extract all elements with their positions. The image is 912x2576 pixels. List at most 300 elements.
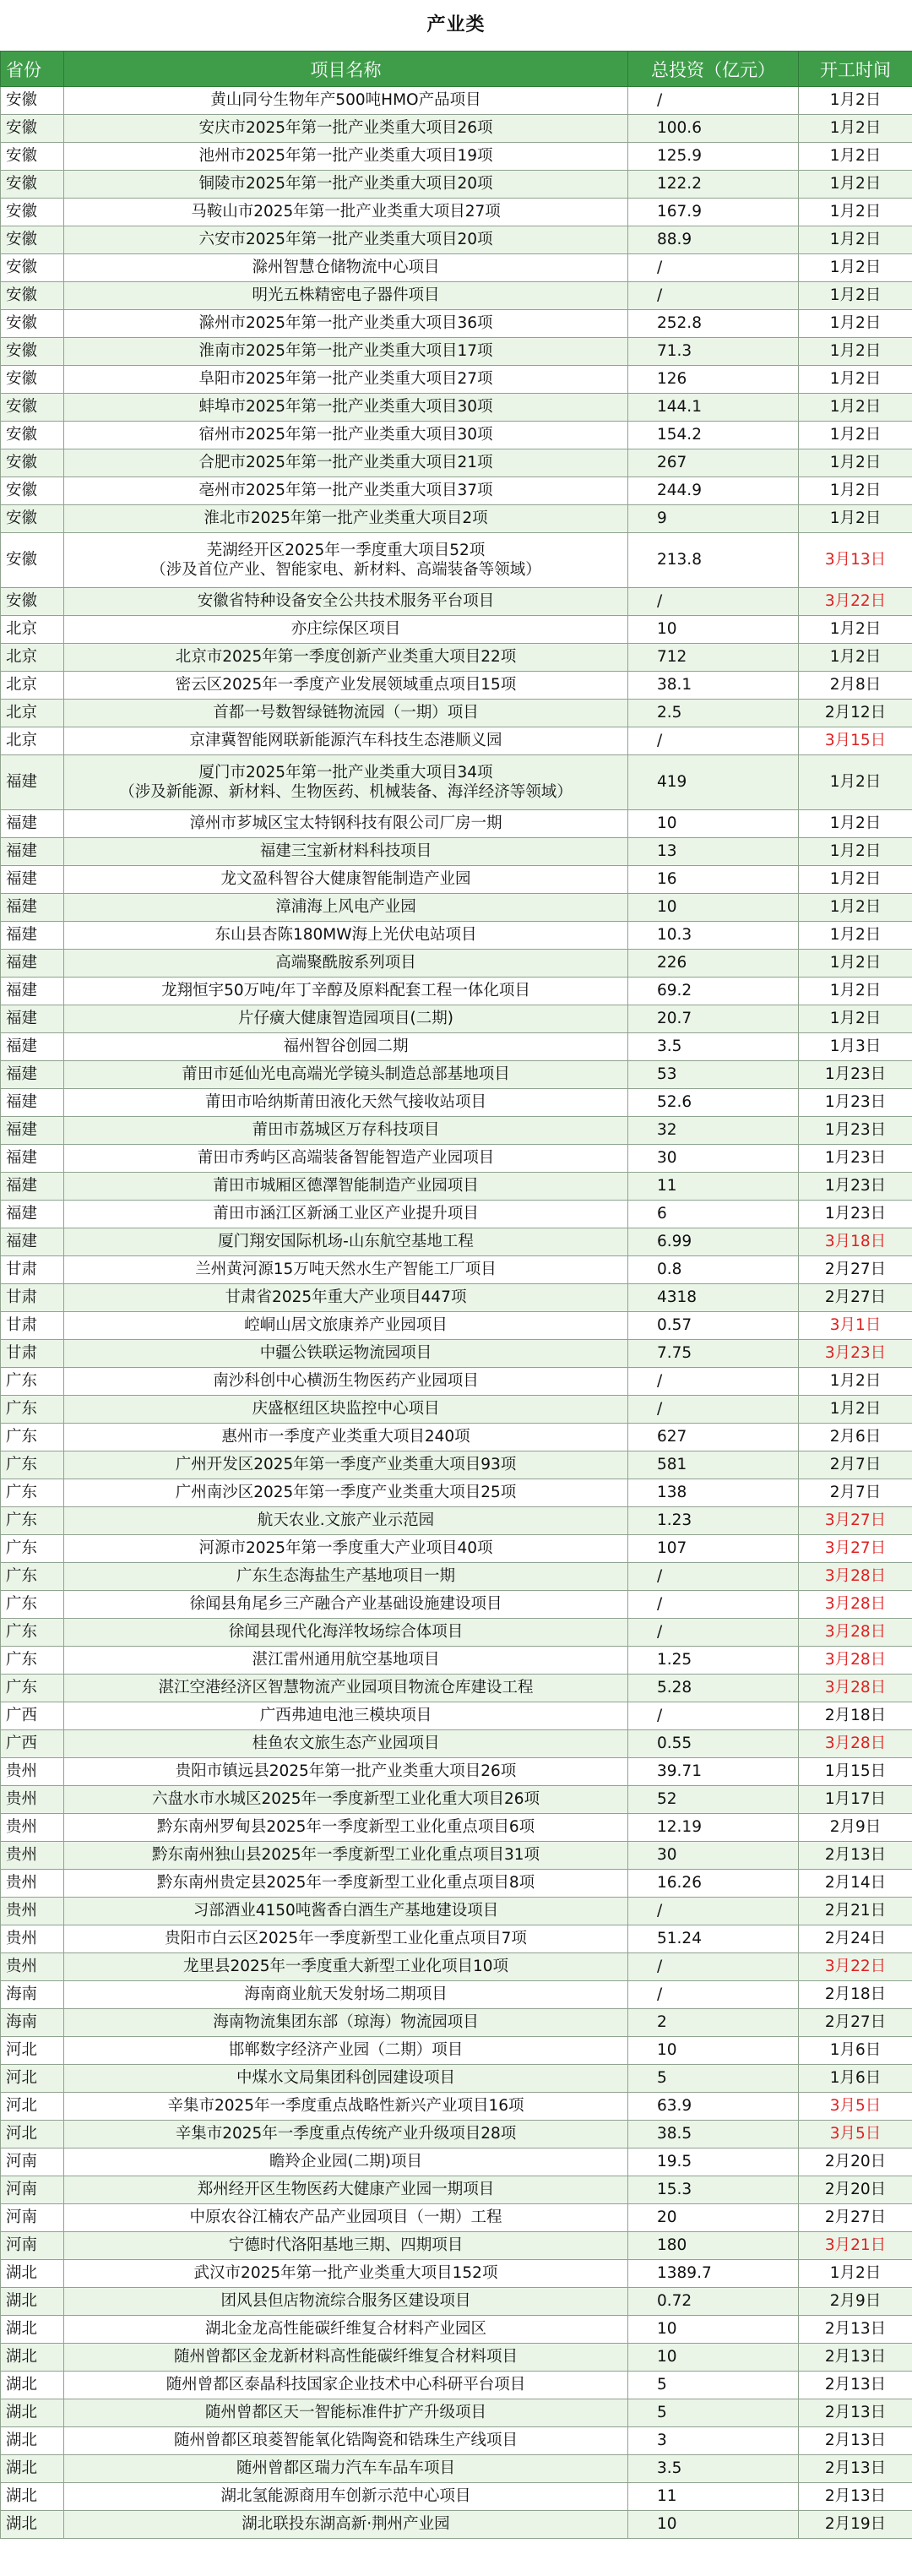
cell-investment: 180 xyxy=(628,2232,799,2260)
table-row xyxy=(1,894,912,922)
cell-project-name: 安庆市2025年第一批产业类重大项目26项 xyxy=(64,115,628,143)
cell-investment: 6.99 xyxy=(628,1228,799,1256)
cell-start-date: 3月27日 xyxy=(799,1507,912,1535)
cell-investment: 9 xyxy=(628,505,799,533)
table-row xyxy=(1,254,912,282)
cell-province: 甘肃 xyxy=(1,1312,64,1340)
cell-start-date: 1月2日 xyxy=(799,894,912,922)
cell-project-name: 北京市2025年第一季度创新产业类重大项目22项 xyxy=(64,644,628,672)
cell-province: 河南 xyxy=(1,2176,64,2204)
cell-investment: 6 xyxy=(628,1201,799,1228)
table-row xyxy=(1,2511,912,2539)
cell-province: 湖北 xyxy=(1,2316,64,2344)
cell-province: 北京 xyxy=(1,700,64,727)
page-title: 产业类 xyxy=(426,14,486,35)
table-row xyxy=(1,588,912,616)
cell-start-date: 3月28日 xyxy=(799,1591,912,1619)
table-row xyxy=(1,2009,912,2037)
cell-province: 安徽 xyxy=(1,477,64,505)
cell-investment: / xyxy=(628,1368,799,1396)
cell-investment: / xyxy=(628,87,799,115)
cell-start-date: 2月27日 xyxy=(799,2204,912,2232)
cell-start-date: 3月28日 xyxy=(799,1730,912,1758)
cell-investment: / xyxy=(628,282,799,310)
cell-start-date: 2月8日 xyxy=(799,672,912,700)
cell-province: 贵州 xyxy=(1,1870,64,1898)
cell-investment: 53 xyxy=(628,1061,799,1089)
cell-province: 福建 xyxy=(1,755,64,810)
cell-start-date: 1月23日 xyxy=(799,1201,912,1228)
table-row xyxy=(1,1870,912,1898)
cell-start-date: 1月15日 xyxy=(799,1758,912,1786)
cell-start-date: 1月23日 xyxy=(799,1173,912,1201)
table-row xyxy=(1,1089,912,1117)
table-row xyxy=(1,2427,912,2455)
cell-investment: 5 xyxy=(628,2372,799,2399)
table-row xyxy=(1,2344,912,2372)
cell-project-name: 辛集市2025年一季度重点传统产业升级项目28项 xyxy=(64,2121,628,2148)
table-row xyxy=(1,1563,912,1591)
cell-project-name: 湖北金龙高性能碳纤维复合材料产业园区 xyxy=(64,2316,628,2344)
cell-start-date: 2月13日 xyxy=(799,2483,912,2511)
table-body xyxy=(1,87,912,2539)
cell-project-name: 龙里县2025年一季度重大新型工业化项目10项 xyxy=(64,1953,628,1981)
cell-start-date: 1月2日 xyxy=(799,199,912,226)
cell-start-date: 1月2日 xyxy=(799,810,912,838)
table-row xyxy=(1,171,912,199)
cell-project-name: 莆田市秀屿区高端装备智能智造产业园项目 xyxy=(64,1145,628,1173)
table-row xyxy=(1,1814,912,1842)
cell-investment: 244.9 xyxy=(628,477,799,505)
cell-start-date: 1月2日 xyxy=(799,2260,912,2288)
cell-start-date: 1月23日 xyxy=(799,1117,912,1145)
cell-investment: 0.8 xyxy=(628,1256,799,1284)
cell-investment: 10 xyxy=(628,2316,799,2344)
cell-investment: 419 xyxy=(628,755,799,810)
header-province: 省份 xyxy=(1,52,64,87)
cell-province: 河北 xyxy=(1,2121,64,2148)
cell-project-name: 安徽省特种设备安全公共技术服务平台项目 xyxy=(64,588,628,616)
cell-start-date: 2月9日 xyxy=(799,2288,912,2316)
table-row xyxy=(1,2176,912,2204)
cell-start-date: 2月6日 xyxy=(799,1424,912,1451)
table-row xyxy=(1,199,912,226)
cell-province: 北京 xyxy=(1,644,64,672)
table-header-row xyxy=(1,52,912,87)
cell-province: 海南 xyxy=(1,1981,64,2009)
cell-start-date: 2月7日 xyxy=(799,1451,912,1479)
cell-start-date: 1月2日 xyxy=(799,1005,912,1033)
cell-project-name: 黄山同兮生物年产500吨HMO产品项目 xyxy=(64,87,628,115)
cell-start-date: 3月28日 xyxy=(799,1619,912,1647)
table-row xyxy=(1,1758,912,1786)
cell-project-name: 惠州市一季度产业类重大项目240项 xyxy=(64,1424,628,1451)
cell-start-date: 1月2日 xyxy=(799,171,912,199)
cell-investment: 581 xyxy=(628,1451,799,1479)
table-row xyxy=(1,1201,912,1228)
cell-project-name: 宁德时代洛阳基地三期、四期项目 xyxy=(64,2232,628,2260)
cell-start-date: 1月2日 xyxy=(799,505,912,533)
table-row xyxy=(1,1730,912,1758)
cell-start-date: 2月13日 xyxy=(799,2399,912,2427)
cell-investment: 30 xyxy=(628,1842,799,1870)
table-row xyxy=(1,978,912,1005)
cell-province: 安徽 xyxy=(1,310,64,338)
table-row xyxy=(1,2260,912,2288)
cell-province: 北京 xyxy=(1,616,64,644)
cell-start-date: 3月13日 xyxy=(799,533,912,588)
cell-province: 安徽 xyxy=(1,254,64,282)
cell-province: 福建 xyxy=(1,1089,64,1117)
cell-province: 河南 xyxy=(1,2204,64,2232)
cell-province: 海南 xyxy=(1,2009,64,2037)
cell-province: 广东 xyxy=(1,1675,64,1702)
cell-investment: / xyxy=(628,254,799,282)
cell-project-name: 兰州黄河源15万吨天然水生产智能工厂项目 xyxy=(64,1256,628,1284)
cell-start-date: 1月2日 xyxy=(799,338,912,366)
cell-province: 安徽 xyxy=(1,115,64,143)
cell-province: 安徽 xyxy=(1,366,64,394)
cell-project-name: 习部酒业4150吨酱香白酒生产基地建设项目 xyxy=(64,1898,628,1925)
cell-start-date: 1月2日 xyxy=(799,755,912,810)
cell-project-name: 东山县杏陈180MW海上光伏电站项目 xyxy=(64,922,628,950)
cell-investment: / xyxy=(628,727,799,755)
cell-start-date: 1月2日 xyxy=(799,422,912,449)
cell-investment: 52 xyxy=(628,1786,799,1814)
cell-project-name: 六盘水市水城区2025年一季度新型工业化重大项目26项 xyxy=(64,1786,628,1814)
cell-province: 福建 xyxy=(1,838,64,866)
cell-project-name: 莆田市延仙光电高端光学镜头制造总部基地项目 xyxy=(64,1061,628,1089)
table-row xyxy=(1,2204,912,2232)
cell-project-name: 郑州经开区生物医药大健康产业园一期项目 xyxy=(64,2176,628,2204)
cell-start-date: 1月2日 xyxy=(799,282,912,310)
cell-project-name: 高端聚酰胺系列项目 xyxy=(64,950,628,978)
cell-province: 河北 xyxy=(1,2093,64,2121)
cell-start-date: 1月2日 xyxy=(799,866,912,894)
cell-project-name: 邯郸数字经济产业园（二期）项目 xyxy=(64,2037,628,2065)
table-row xyxy=(1,2093,912,2121)
cell-project-name: 黔东南州罗甸县2025年一季度新型工业化重点项目6项 xyxy=(64,1814,628,1842)
cell-province: 安徽 xyxy=(1,588,64,616)
cell-project-name: 首都一号数智绿链物流园（一期）项目 xyxy=(64,700,628,727)
cell-province: 湖北 xyxy=(1,2288,64,2316)
cell-project-name: 随州曾都区琅菱智能氧化锆陶瓷和锆珠生产线项目 xyxy=(64,2427,628,2455)
table-row xyxy=(1,866,912,894)
table-row xyxy=(1,1535,912,1563)
cell-province: 贵州 xyxy=(1,1925,64,1953)
cell-investment: 15.3 xyxy=(628,2176,799,2204)
cell-province: 湖北 xyxy=(1,2399,64,2427)
cell-start-date: 1月2日 xyxy=(799,449,912,477)
cell-province: 安徽 xyxy=(1,338,64,366)
cell-start-date: 2月13日 xyxy=(799,2344,912,2372)
table-row xyxy=(1,1005,912,1033)
cell-project-name: 龙翔恒宇50万吨/年丁辛醇及原料配套工程一体化项目 xyxy=(64,978,628,1005)
cell-investment: 3.5 xyxy=(628,2455,799,2483)
cell-province: 广东 xyxy=(1,1507,64,1535)
cell-project-name: 武汉市2025年第一批产业类重大项目152项 xyxy=(64,2260,628,2288)
cell-project-name: 航天农业.文旅产业示范园 xyxy=(64,1507,628,1535)
cell-investment: / xyxy=(628,588,799,616)
table-row xyxy=(1,672,912,700)
cell-project-name: 莆田市荔城区万存科技项目 xyxy=(64,1117,628,1145)
cell-start-date: 1月17日 xyxy=(799,1786,912,1814)
cell-project-name: 崆峒山居文旅康养产业园项目 xyxy=(64,1312,628,1340)
cell-investment: 2.5 xyxy=(628,700,799,727)
cell-start-date: 2月9日 xyxy=(799,1814,912,1842)
cell-province: 福建 xyxy=(1,1061,64,1089)
cell-province: 湖北 xyxy=(1,2455,64,2483)
table-row xyxy=(1,644,912,672)
cell-project-name: 池州市2025年第一批产业类重大项目19项 xyxy=(64,143,628,171)
projects-table xyxy=(0,51,912,2539)
cell-start-date: 3月28日 xyxy=(799,1563,912,1591)
cell-start-date: 2月27日 xyxy=(799,2009,912,2037)
cell-investment: / xyxy=(628,1396,799,1424)
table-row xyxy=(1,2372,912,2399)
table-row xyxy=(1,115,912,143)
cell-project-name: 甘肃省2025年重大产业项目447项 xyxy=(64,1284,628,1312)
cell-province: 安徽 xyxy=(1,533,64,588)
table-row xyxy=(1,505,912,533)
cell-project-name: 徐闻县现代化海洋牧场综合体项目 xyxy=(64,1619,628,1647)
table-row xyxy=(1,422,912,449)
table-row xyxy=(1,1312,912,1340)
cell-province: 广东 xyxy=(1,1535,64,1563)
cell-start-date: 3月15日 xyxy=(799,727,912,755)
table-row xyxy=(1,1173,912,1201)
table-row xyxy=(1,1702,912,1730)
cell-province: 福建 xyxy=(1,978,64,1005)
table-row xyxy=(1,1898,912,1925)
cell-investment: 0.72 xyxy=(628,2288,799,2316)
table-row xyxy=(1,477,912,505)
cell-project-name: 亦庄综保区项目 xyxy=(64,616,628,644)
cell-investment: 10.3 xyxy=(628,922,799,950)
cell-project-name: 海南商业航天发射场二期项目 xyxy=(64,1981,628,2009)
cell-project-name: 淮南市2025年第一批产业类重大项目17项 xyxy=(64,338,628,366)
cell-province: 北京 xyxy=(1,727,64,755)
cell-start-date: 3月28日 xyxy=(799,1675,912,1702)
cell-start-date: 1月2日 xyxy=(799,394,912,422)
table-row xyxy=(1,2148,912,2176)
cell-investment: 19.5 xyxy=(628,2148,799,2176)
cell-project-name: 广西弗迪电池三模块项目 xyxy=(64,1702,628,1730)
cell-project-name: 辛集市2025年一季度重点战略性新兴产业项目16项 xyxy=(64,2093,628,2121)
cell-province: 广东 xyxy=(1,1396,64,1424)
cell-province: 湖北 xyxy=(1,2483,64,2511)
table-row xyxy=(1,838,912,866)
cell-investment: 32 xyxy=(628,1117,799,1145)
header-project-name: 项目名称 xyxy=(64,52,628,87)
cell-project-name: 广州开发区2025年第一季度产业类重大项目93项 xyxy=(64,1451,628,1479)
cell-project-name: 湛江雷州通用航空基地项目 xyxy=(64,1647,628,1675)
table-row xyxy=(1,616,912,644)
cell-project-name: 中原农谷江楠农产品产业园项目（一期）工程 xyxy=(64,2204,628,2232)
table-row xyxy=(1,1675,912,1702)
cell-province: 福建 xyxy=(1,1145,64,1173)
cell-province: 广东 xyxy=(1,1368,64,1396)
table-row xyxy=(1,1396,912,1424)
cell-province: 广东 xyxy=(1,1591,64,1619)
cell-project-name: 莆田市城厢区德澤智能制造产业园项目 xyxy=(64,1173,628,1201)
table-row xyxy=(1,810,912,838)
cell-investment: 0.57 xyxy=(628,1312,799,1340)
cell-investment: 1.23 xyxy=(628,1507,799,1535)
cell-province: 广西 xyxy=(1,1730,64,1758)
cell-province: 贵州 xyxy=(1,1953,64,1981)
cell-province: 河北 xyxy=(1,2065,64,2093)
cell-project-name: 厦门翔安国际机场-山东航空基地工程 xyxy=(64,1228,628,1256)
cell-province: 福建 xyxy=(1,1033,64,1061)
cell-start-date: 1月2日 xyxy=(799,115,912,143)
cell-investment: 252.8 xyxy=(628,310,799,338)
cell-project-name: 蚌埠市2025年第一批产业类重大项目30项 xyxy=(64,394,628,422)
table-row xyxy=(1,2399,912,2427)
cell-start-date: 1月2日 xyxy=(799,1396,912,1424)
table-row xyxy=(1,1424,912,1451)
cell-start-date: 3月21日 xyxy=(799,2232,912,2260)
cell-project-name: 中煤水文局集团科创园建设项目 xyxy=(64,2065,628,2093)
cell-start-date: 1月2日 xyxy=(799,226,912,254)
cell-start-date: 3月5日 xyxy=(799,2093,912,2121)
cell-province: 福建 xyxy=(1,810,64,838)
cell-investment: 30 xyxy=(628,1145,799,1173)
cell-start-date: 1月23日 xyxy=(799,1145,912,1173)
cell-start-date: 3月22日 xyxy=(799,1953,912,1981)
cell-start-date: 1月2日 xyxy=(799,950,912,978)
table-row xyxy=(1,338,912,366)
cell-start-date: 2月13日 xyxy=(799,2455,912,2483)
cell-province: 甘肃 xyxy=(1,1284,64,1312)
cell-investment: 4318 xyxy=(628,1284,799,1312)
cell-project-name: 阜阳市2025年第一批产业类重大项目27项 xyxy=(64,366,628,394)
cell-investment: 213.8 xyxy=(628,533,799,588)
table-row xyxy=(1,2316,912,2344)
cell-project-name: 中疆公铁联运物流园项目 xyxy=(64,1340,628,1368)
cell-investment: 11 xyxy=(628,1173,799,1201)
cell-investment: 138 xyxy=(628,1479,799,1507)
cell-province: 贵州 xyxy=(1,1898,64,1925)
cell-project-name: 河源市2025年第一季度重大产业项目40项 xyxy=(64,1535,628,1563)
cell-investment: 226 xyxy=(628,950,799,978)
cell-project-name: 合肥市2025年第一批产业类重大项目21项 xyxy=(64,449,628,477)
cell-investment: 88.9 xyxy=(628,226,799,254)
cell-project-name: 湖北联投东湖高新·荆州产业园 xyxy=(64,2511,628,2539)
cell-start-date: 2月13日 xyxy=(799,2372,912,2399)
cell-start-date: 3月5日 xyxy=(799,2121,912,2148)
cell-investment: 13 xyxy=(628,838,799,866)
table-row xyxy=(1,1591,912,1619)
cell-project-name: 莆田市哈纳斯莆田液化天然气接收站项目 xyxy=(64,1089,628,1117)
cell-province: 湖北 xyxy=(1,2511,64,2539)
cell-start-date: 3月22日 xyxy=(799,588,912,616)
cell-investment: 38.1 xyxy=(628,672,799,700)
cell-project-name: 广东生态海盐生产基地项目一期 xyxy=(64,1563,628,1591)
cell-investment: 10 xyxy=(628,810,799,838)
cell-province: 福建 xyxy=(1,950,64,978)
cell-start-date: 1月2日 xyxy=(799,644,912,672)
cell-project-name: 芜湖经开区2025年一季度重大项目52项 （涉及首位产业、智能家电、新材料、高端装备等领域） xyxy=(64,533,628,588)
table-row xyxy=(1,727,912,755)
cell-project-name: 厦门市2025年第一批产业类重大项目34项 （涉及新能源、新材料、生物医药、机械装备、海洋经济等领域） xyxy=(64,755,628,810)
cell-project-name: 马鞍山市2025年第一批产业类重大项目27项 xyxy=(64,199,628,226)
table-row xyxy=(1,282,912,310)
cell-start-date: 1月2日 xyxy=(799,922,912,950)
cell-start-date: 2月12日 xyxy=(799,700,912,727)
table-row xyxy=(1,1925,912,1953)
cell-start-date: 2月27日 xyxy=(799,1256,912,1284)
table-row xyxy=(1,1842,912,1870)
cell-province: 安徽 xyxy=(1,505,64,533)
cell-province: 安徽 xyxy=(1,282,64,310)
cell-start-date: 2月7日 xyxy=(799,1479,912,1507)
cell-investment: 10 xyxy=(628,2037,799,2065)
cell-investment: 5 xyxy=(628,2399,799,2427)
cell-project-name: 贵阳市镇远县2025年第一批产业类重大项目26项 xyxy=(64,1758,628,1786)
cell-province: 安徽 xyxy=(1,87,64,115)
table-row xyxy=(1,2037,912,2065)
table-row xyxy=(1,1061,912,1089)
cell-project-name: 南沙科创中心横沥生物医药产业园项目 xyxy=(64,1368,628,1396)
cell-project-name: 湖北氢能源商用车创新示范中心项目 xyxy=(64,2483,628,2511)
cell-province: 广西 xyxy=(1,1702,64,1730)
header-start-date: 开工时间 xyxy=(799,52,912,87)
cell-province: 河北 xyxy=(1,2037,64,2065)
cell-investment: 12.19 xyxy=(628,1814,799,1842)
cell-project-name: 随州曾都区瑞力汽车车品车项目 xyxy=(64,2455,628,2483)
table-row xyxy=(1,87,912,115)
cell-investment: 71.3 xyxy=(628,338,799,366)
cell-start-date: 1月6日 xyxy=(799,2065,912,2093)
cell-start-date: 1月3日 xyxy=(799,1033,912,1061)
cell-investment: 11 xyxy=(628,2483,799,2511)
cell-project-name: 福州智谷创园二期 xyxy=(64,1033,628,1061)
cell-province: 福建 xyxy=(1,1228,64,1256)
cell-start-date: 1月2日 xyxy=(799,978,912,1005)
cell-start-date: 2月13日 xyxy=(799,2427,912,2455)
cell-investment: 5.28 xyxy=(628,1675,799,1702)
table-row xyxy=(1,1145,912,1173)
cell-province: 安徽 xyxy=(1,449,64,477)
table-row xyxy=(1,2121,912,2148)
table-row xyxy=(1,1981,912,2009)
cell-province: 河南 xyxy=(1,2232,64,2260)
cell-project-name: 淮北市2025年第一批产业类重大项目2项 xyxy=(64,505,628,533)
cell-start-date: 3月23日 xyxy=(799,1340,912,1368)
cell-province: 广东 xyxy=(1,1424,64,1451)
cell-start-date: 1月2日 xyxy=(799,366,912,394)
cell-investment: 2 xyxy=(628,2009,799,2037)
table-row xyxy=(1,1228,912,1256)
cell-project-name: 湛江空港经济区智慧物流产业园项目物流仓库建设工程 xyxy=(64,1675,628,1702)
table-row xyxy=(1,1479,912,1507)
table-row xyxy=(1,533,912,588)
cell-start-date: 3月27日 xyxy=(799,1535,912,1563)
cell-start-date: 1月2日 xyxy=(799,1368,912,1396)
cell-province: 福建 xyxy=(1,922,64,950)
cell-province: 福建 xyxy=(1,1005,64,1033)
cell-investment: 122.2 xyxy=(628,171,799,199)
table-row xyxy=(1,226,912,254)
cell-investment: 69.2 xyxy=(628,978,799,1005)
cell-investment: 51.24 xyxy=(628,1925,799,1953)
cell-start-date: 1月23日 xyxy=(799,1089,912,1117)
cell-project-name: 片仔癀大健康智造园项目(二期) xyxy=(64,1005,628,1033)
cell-province: 北京 xyxy=(1,672,64,700)
cell-project-name: 滁州市2025年第一批产业类重大项目36项 xyxy=(64,310,628,338)
cell-investment: 20 xyxy=(628,2204,799,2232)
